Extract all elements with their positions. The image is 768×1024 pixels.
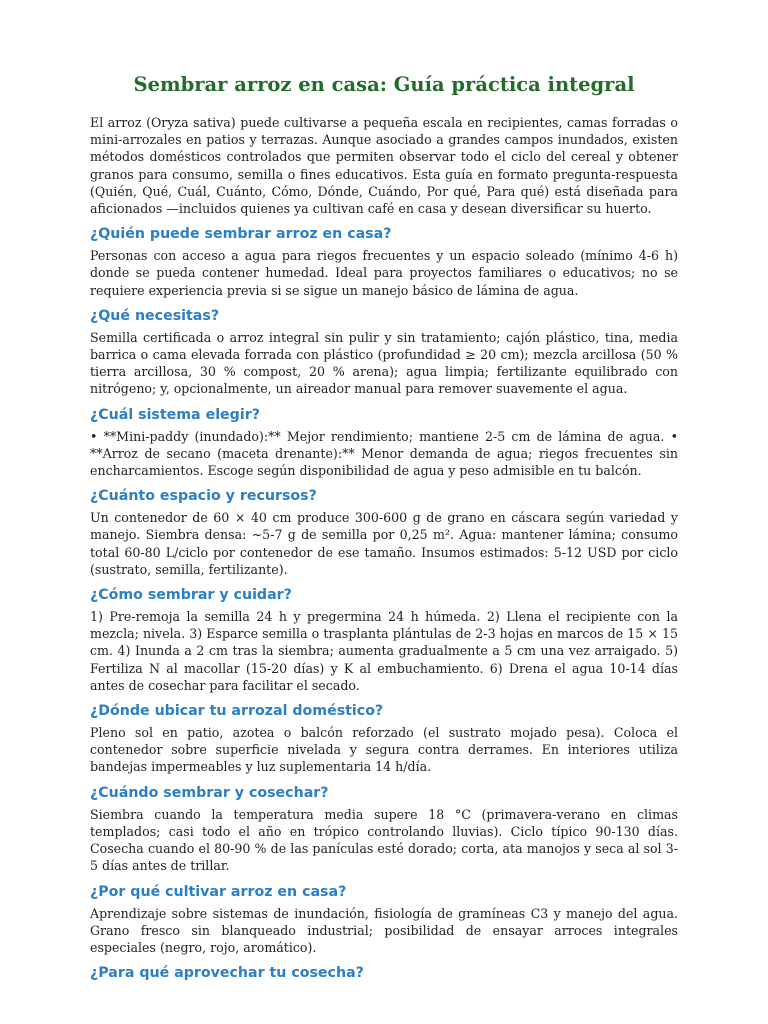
document-title: Sembrar arroz en casa: Guía práctica integral [133,73,635,96]
section-heading-quien: ¿Quién puede sembrar arroz en casa? [90,226,392,243]
document-page [90,70,678,986]
intro-paragraph: El arroz (Oryza sativa) puede cultivarse a pequeña escala en recipientes, camas forradas o mini-arrozales en patios y terrazas. Aunque asociado a grandes campos inundados, existen métodos domésticos controlados que permiten observar todo el ciclo del cereal y obtener granos para consumo, semilla o fines educativos. Esta guía en formato pregunta-respuesta (Quién, Qué, Cuál, Cuánto, Cómo, Dónde, Cuándo, Por qué, Para qué) está diseñada para aficionados —incluidos quienes ya cultivan café en casa y desean diversificar su huerto. [90,115,678,217]
section-body-quien: Personas con acceso a agua para riegos frecuentes y un espacio soleado (mínimo 4-6 h) donde se pueda contener humedad. Ideal para proyectos familiares o educativos; no se requiere experiencia previa si se sigue un manejo básico de lámina de agua. [90,248,678,298]
section-body-como: 1) Pre-remoja la semilla 24 h y pregermina 24 h húmeda. 2) Llena el recipiente con la mezcla; nivela. 3) Esparce semilla o trasplanta plántulas de 2-3 hojas en marcos de 15 × 15 cm. 4) Inunda a 2 cm tras la siembra; aumenta gradualmente a 5 cm una vez arraigado. 5) Fertiliza N al macollar (15-20 días) y K al embuchamiento. 6) Drena el agua 10-14 días antes de cosechar para facilitar el secado. [90,609,678,693]
section-heading-por-que: ¿Por qué cultivar arroz en casa? [90,883,347,900]
section-body-donde: Pleno sol en patio, azotea o balcón reforzado (el sustrato mojado pesa). Coloca el contenedor sobre superficie nivelada y segura contra derrames. En interiores utiliza bandejas impermeables y luz suplementaria 14 h/día. [90,725,678,775]
section-heading-cuanto: ¿Cuánto espacio y recursos? [90,488,317,505]
section-heading-cuando: ¿Cuándo sembrar y cosechar? [90,784,329,801]
section-body-por-que: Aprendizaje sobre sistemas de inundación, fisiología de gramíneas C3 y manejo del agua. Grano fresco sin blanqueado industrial; posibilidad de ensayar arroces integrales especiales (negro, rojo, aromático). [90,905,678,955]
section-heading-donde: ¿Dónde ubicar tu arrozal doméstico? [90,703,384,720]
section-heading-que: ¿Qué necesitas? [90,307,220,324]
section-heading-cual: ¿Cuál sistema elegir? [90,406,260,423]
section-body-cuanto: Un contenedor de 60 × 40 cm produce 300-600 g de grano en cáscara según variedad y manejo. Siembra densa: ~5-7 g de semilla por 0,25 m². Agua: mantener lámina; consumo total 60-80 L/ciclo por contenedor de ese tamaño. Insumos estimados: 5-12 USD por ciclo (sustrato, semilla, fertilizante). [90,510,678,577]
section-heading-como: ¿Cómo sembrar y cuidar? [90,587,292,604]
section-heading-para-que: ¿Para qué aprovechar tu cosecha? [90,965,364,982]
section-body-que: Semilla certificada o arroz integral sin pulir y sin tratamiento; cajón plástico, tina, media barrica o cama elevada forrada con plástico (profundidad ≥ 20 cm); mezcla arcillosa (50 % tierra arcillosa, 30 % compost, 20 % arena); agua limpia; fertilizante equilibrado con nitrógeno; y, opcionalmente, un aireador manual para remover suavemente el agua. [90,329,678,397]
section-body-cuando: Siembra cuando la temperatura media supere 18 °C (primavera-verano en climas templados; casi todo el año en trópico controlando lluvias). Ciclo típico 90-130 días. Cosecha cuando el 80-90 % de las panículas esté dorado; corta, ata manojos y seca al sol 3-5 días antes de trillar. [90,806,678,874]
section-body-cual: • **Mini-paddy (inundado):** Mejor rendimiento; mantiene 2-5 cm de lámina de agua. • **Arroz de secano (maceta drenante):** Menor demanda de agua; riegos frecuentes sin encharcamientos. Escoge según disponibilidad de agua y peso admisible en tu balcón. [90,428,678,479]
